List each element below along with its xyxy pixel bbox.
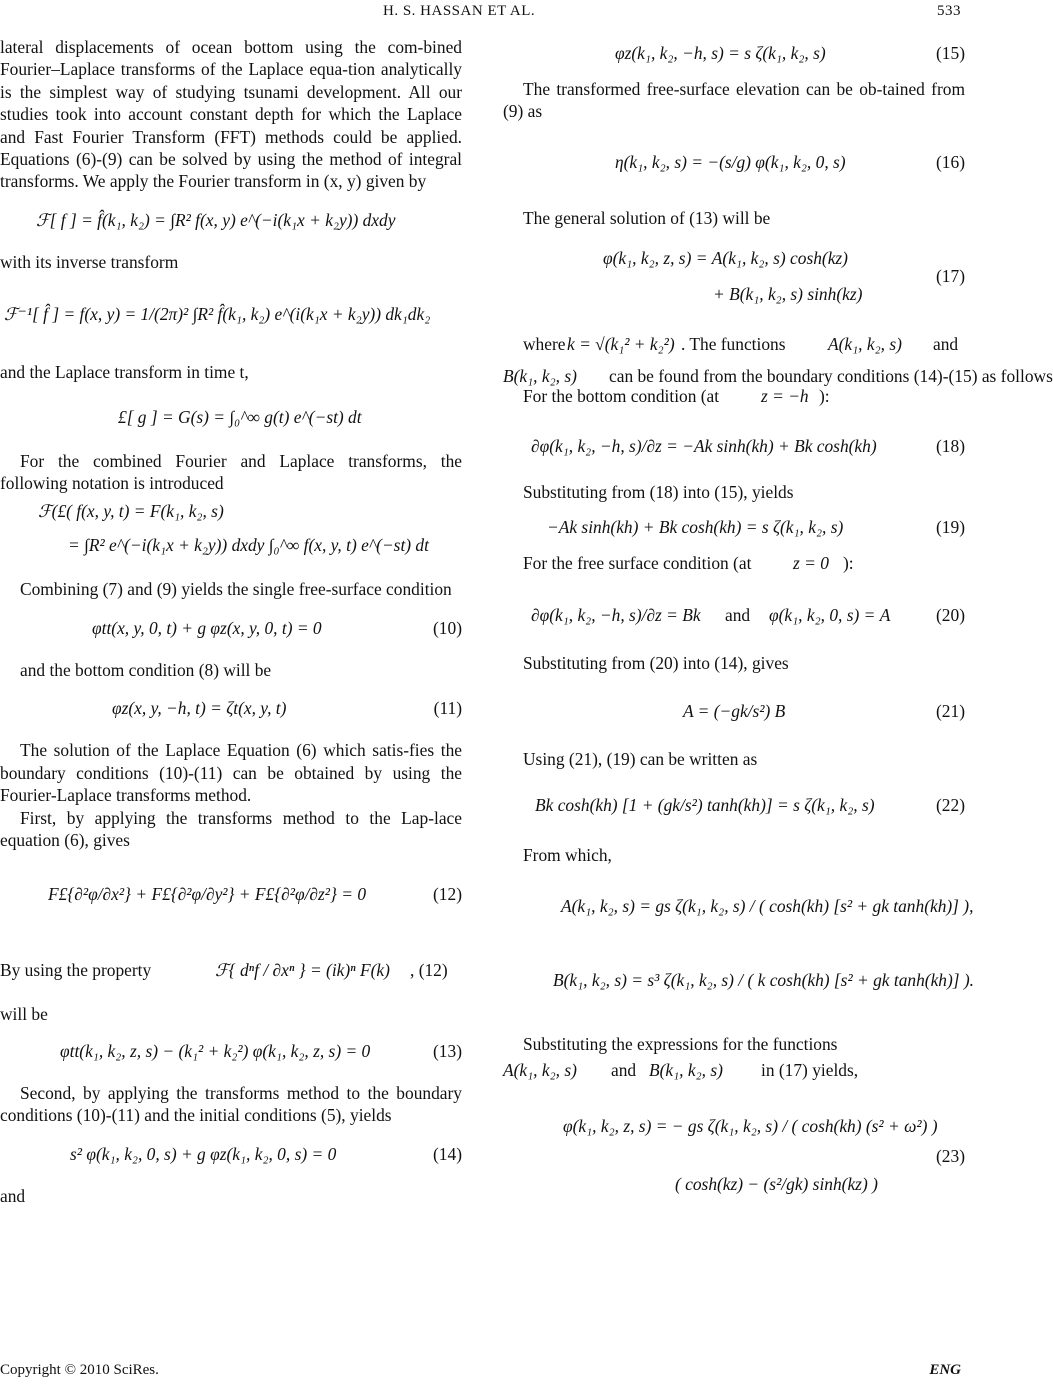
equation-21: A = (−gk/s²) B (21) bbox=[683, 701, 965, 722]
property-sentence: By using the property ℱ{ dⁿf / ∂xⁿ } = (ik)ⁿ F(k) , (12) bbox=[0, 960, 448, 981]
equation-number: (14) bbox=[433, 1143, 462, 1164]
paragraph: and the bottom condition (8) will be bbox=[20, 659, 272, 680]
right-column bbox=[503, 36, 1053, 1225]
equation-23: φ(k₁, k₂, z, s) = − gs ζ(k₁, k₂, s) / ( cosh(kh) (s² + ω²) ) ( cosh(kz) − (s²/gk) sinh(kz) ) (23) bbox=[563, 1115, 965, 1194]
equation-number: (22) bbox=[936, 795, 965, 816]
paragraph: with its inverse transform bbox=[0, 251, 179, 272]
equation-combined-transform: ℱ(£( f(x, y, t) = F(k₁, k₂, s) = ∫R² e^(−i(k₁x + k₂y)) dxdy ∫₀^∞ f(x, y, t) e^(−st) dt bbox=[38, 501, 429, 556]
equation-15: φz(k₁, k₂, −h, s) = s ζ(k₁, k₂, s) (15) bbox=[615, 43, 965, 63]
equation-number: (17) bbox=[936, 266, 965, 287]
equation-number: (11) bbox=[433, 698, 462, 719]
equation-inverse-fourier: ℱ⁻¹[ f̂ ] = f(x, y) = 1/(2π)² ∫R² f̂(k₁, k₂) e^(i(k₁x + k₂y)) dk₁dk₂ bbox=[4, 304, 431, 325]
paragraph: The transformed free-surface elevation can be ob-tained from (9) as bbox=[503, 79, 965, 122]
journal-abbrev: ENG bbox=[929, 1362, 961, 1378]
equation-17: φ(k₁, k₂, z, s) = A(k₁, k₂, s) cosh(kz) + B(k₁, k₂, s) sinh(kz) (17) bbox=[603, 248, 965, 305]
equation-12: F£{∂²φ/∂x²} + F£{∂²φ/∂y²} + F£{∂²φ/∂z²} = 0 (12) bbox=[48, 884, 462, 905]
paragraph: Combining (7) and (9) yields the single free-surface condition bbox=[20, 579, 452, 600]
left-column bbox=[0, 36, 462, 1207]
equation-A: A(k₁, k₂, s) = gs ζ(k₁, k₂, s) / ( cosh(kh) [s² + gk tanh(kh)] ), bbox=[561, 895, 974, 916]
equation-13: φtt(k₁, k₂, z, s) − (k₁² + k₂²) φ(k₁, k₂, z, s) = 0 (13) bbox=[60, 1040, 462, 1061]
copyright-notice: Copyright © 2010 SciRes. bbox=[0, 1362, 159, 1378]
substituting-line: A(k₁, k₂, s) and B(k₁, k₂, s) in (17) yields, bbox=[503, 1059, 859, 1080]
equation-number: (19) bbox=[936, 516, 965, 537]
equation-number: (18) bbox=[936, 436, 965, 457]
paragraph: Substituting from (18) into (15), yields bbox=[523, 482, 794, 503]
equation-number: (20) bbox=[936, 604, 965, 625]
equation-number: (16) bbox=[936, 151, 965, 172]
paragraph: will be bbox=[0, 1004, 48, 1025]
equation-14: s² φ(k₁, k₂, 0, s) + g φz(k₁, k₂, 0, s) = 0 (14) bbox=[70, 1143, 462, 1164]
equation-property: ℱ{ dⁿf / ∂xⁿ } = (ik)ⁿ F(k) bbox=[215, 960, 390, 981]
equation-number: (23) bbox=[936, 1145, 965, 1166]
paragraph: The solution of the Laplace Equation (6) which satis-fies the boundary conditions (10)-(11) can be obtained by using the Fourier-Laplace transforms method. bbox=[0, 740, 462, 806]
paragraph: The general solution of (13) will be bbox=[523, 207, 771, 228]
equation-fourier-transform: ℱ[ f ] = f̂(k₁, k₂) = ∫R² f(x, y) e^(−i(k₁x + k₂y)) dxdy bbox=[36, 209, 396, 230]
running-header-authors: H. S. HASSAN ET AL. bbox=[383, 3, 536, 19]
equation-number: (15) bbox=[936, 43, 965, 63]
equation-11: φz(x, y, −h, t) = ζt(x, y, t) (11) bbox=[112, 698, 462, 719]
where-line: B(k₁, k₂, s) can be found from the boundary conditions (14)-(15) as follows bbox=[503, 366, 1053, 387]
paragraph: lateral displacements of ocean bottom using the com-bined Fourier–Laplace transforms of the Laplace equa-tion analytically is the simplest way of studying tsunami development. All our studies took into account constant depth for which the Laplace and Fast Fourier Transform (FFT) methods could be applied. Equations (6)-(9) can be solved by using the method of integral transforms. We apply the Fourier transform in (x, y) given by bbox=[0, 37, 462, 192]
equation-number: (13) bbox=[433, 1040, 462, 1061]
paragraph: Substituting from (20) into (14), gives bbox=[523, 652, 789, 673]
equation-10: φtt(x, y, 0, t) + g φz(x, y, 0, t) = 0 (10) bbox=[92, 617, 462, 638]
page-number: 533 bbox=[937, 3, 961, 19]
equation-19: −Ak sinh(kh) + Bk cosh(kh) = s ζ(k₁, k₂, s) (19) bbox=[547, 516, 965, 537]
equation-18: ∂φ(k₁, k₂, −h, s)/∂z = −Ak sinh(kh) + Bk cosh(kh) (18) bbox=[531, 436, 965, 457]
paragraph: and the Laplace transform in time t, bbox=[0, 362, 249, 383]
equation-B: B(k₁, k₂, s) = s³ ζ(k₁, k₂, s) / ( k cosh(kh) [s² + gk tanh(kh)] ). bbox=[553, 969, 975, 990]
paragraph: For the combined Fourier and Laplace transforms, the following notation is introduced bbox=[0, 450, 462, 494]
paragraph: and bbox=[0, 1185, 26, 1206]
equation-16: η(k₁, k₂, s) = −(s/g) φ(k₁, k₂, 0, s) (16) bbox=[615, 151, 965, 172]
equation-22: Bk cosh(kh) [1 + (gk/s²) tanh(kh)] = s ζ(k₁, k₂, s) (22) bbox=[535, 795, 965, 816]
equation-laplace-transform: £[ g ] = G(s) = ∫₀^∞ g(t) e^(−st) dt bbox=[118, 406, 362, 427]
equation-number: (21) bbox=[936, 701, 965, 722]
substituting-line: Substituting the expressions for the functions bbox=[523, 1033, 838, 1054]
equation-number: (10) bbox=[433, 617, 462, 638]
equation-20: ∂φ(k₁, k₂, −h, s)/∂z = Bk and φ(k₁, k₂, 0, s) = A (20) bbox=[531, 604, 965, 625]
paragraph: Using (21), (19) can be written as bbox=[523, 749, 758, 770]
equation-number: (12) bbox=[433, 884, 462, 905]
where-line: where k = √(k₁² + k₂²) . The functions A(k₁, k₂, s) and bbox=[523, 334, 959, 355]
paragraph: From which, bbox=[523, 845, 612, 866]
paragraph: Second, by applying the transforms method to the boundary conditions (10)-(11) and the initial conditions (5), yields bbox=[0, 1082, 462, 1126]
free-surface-condition-line: For the free surface condition (at z = 0 ): bbox=[523, 552, 854, 573]
paragraph: First, by applying the transforms method to the Lap-lace equation (6), gives bbox=[0, 807, 462, 850]
bottom-condition-line: For the bottom condition (at z = −h ): bbox=[523, 386, 830, 407]
